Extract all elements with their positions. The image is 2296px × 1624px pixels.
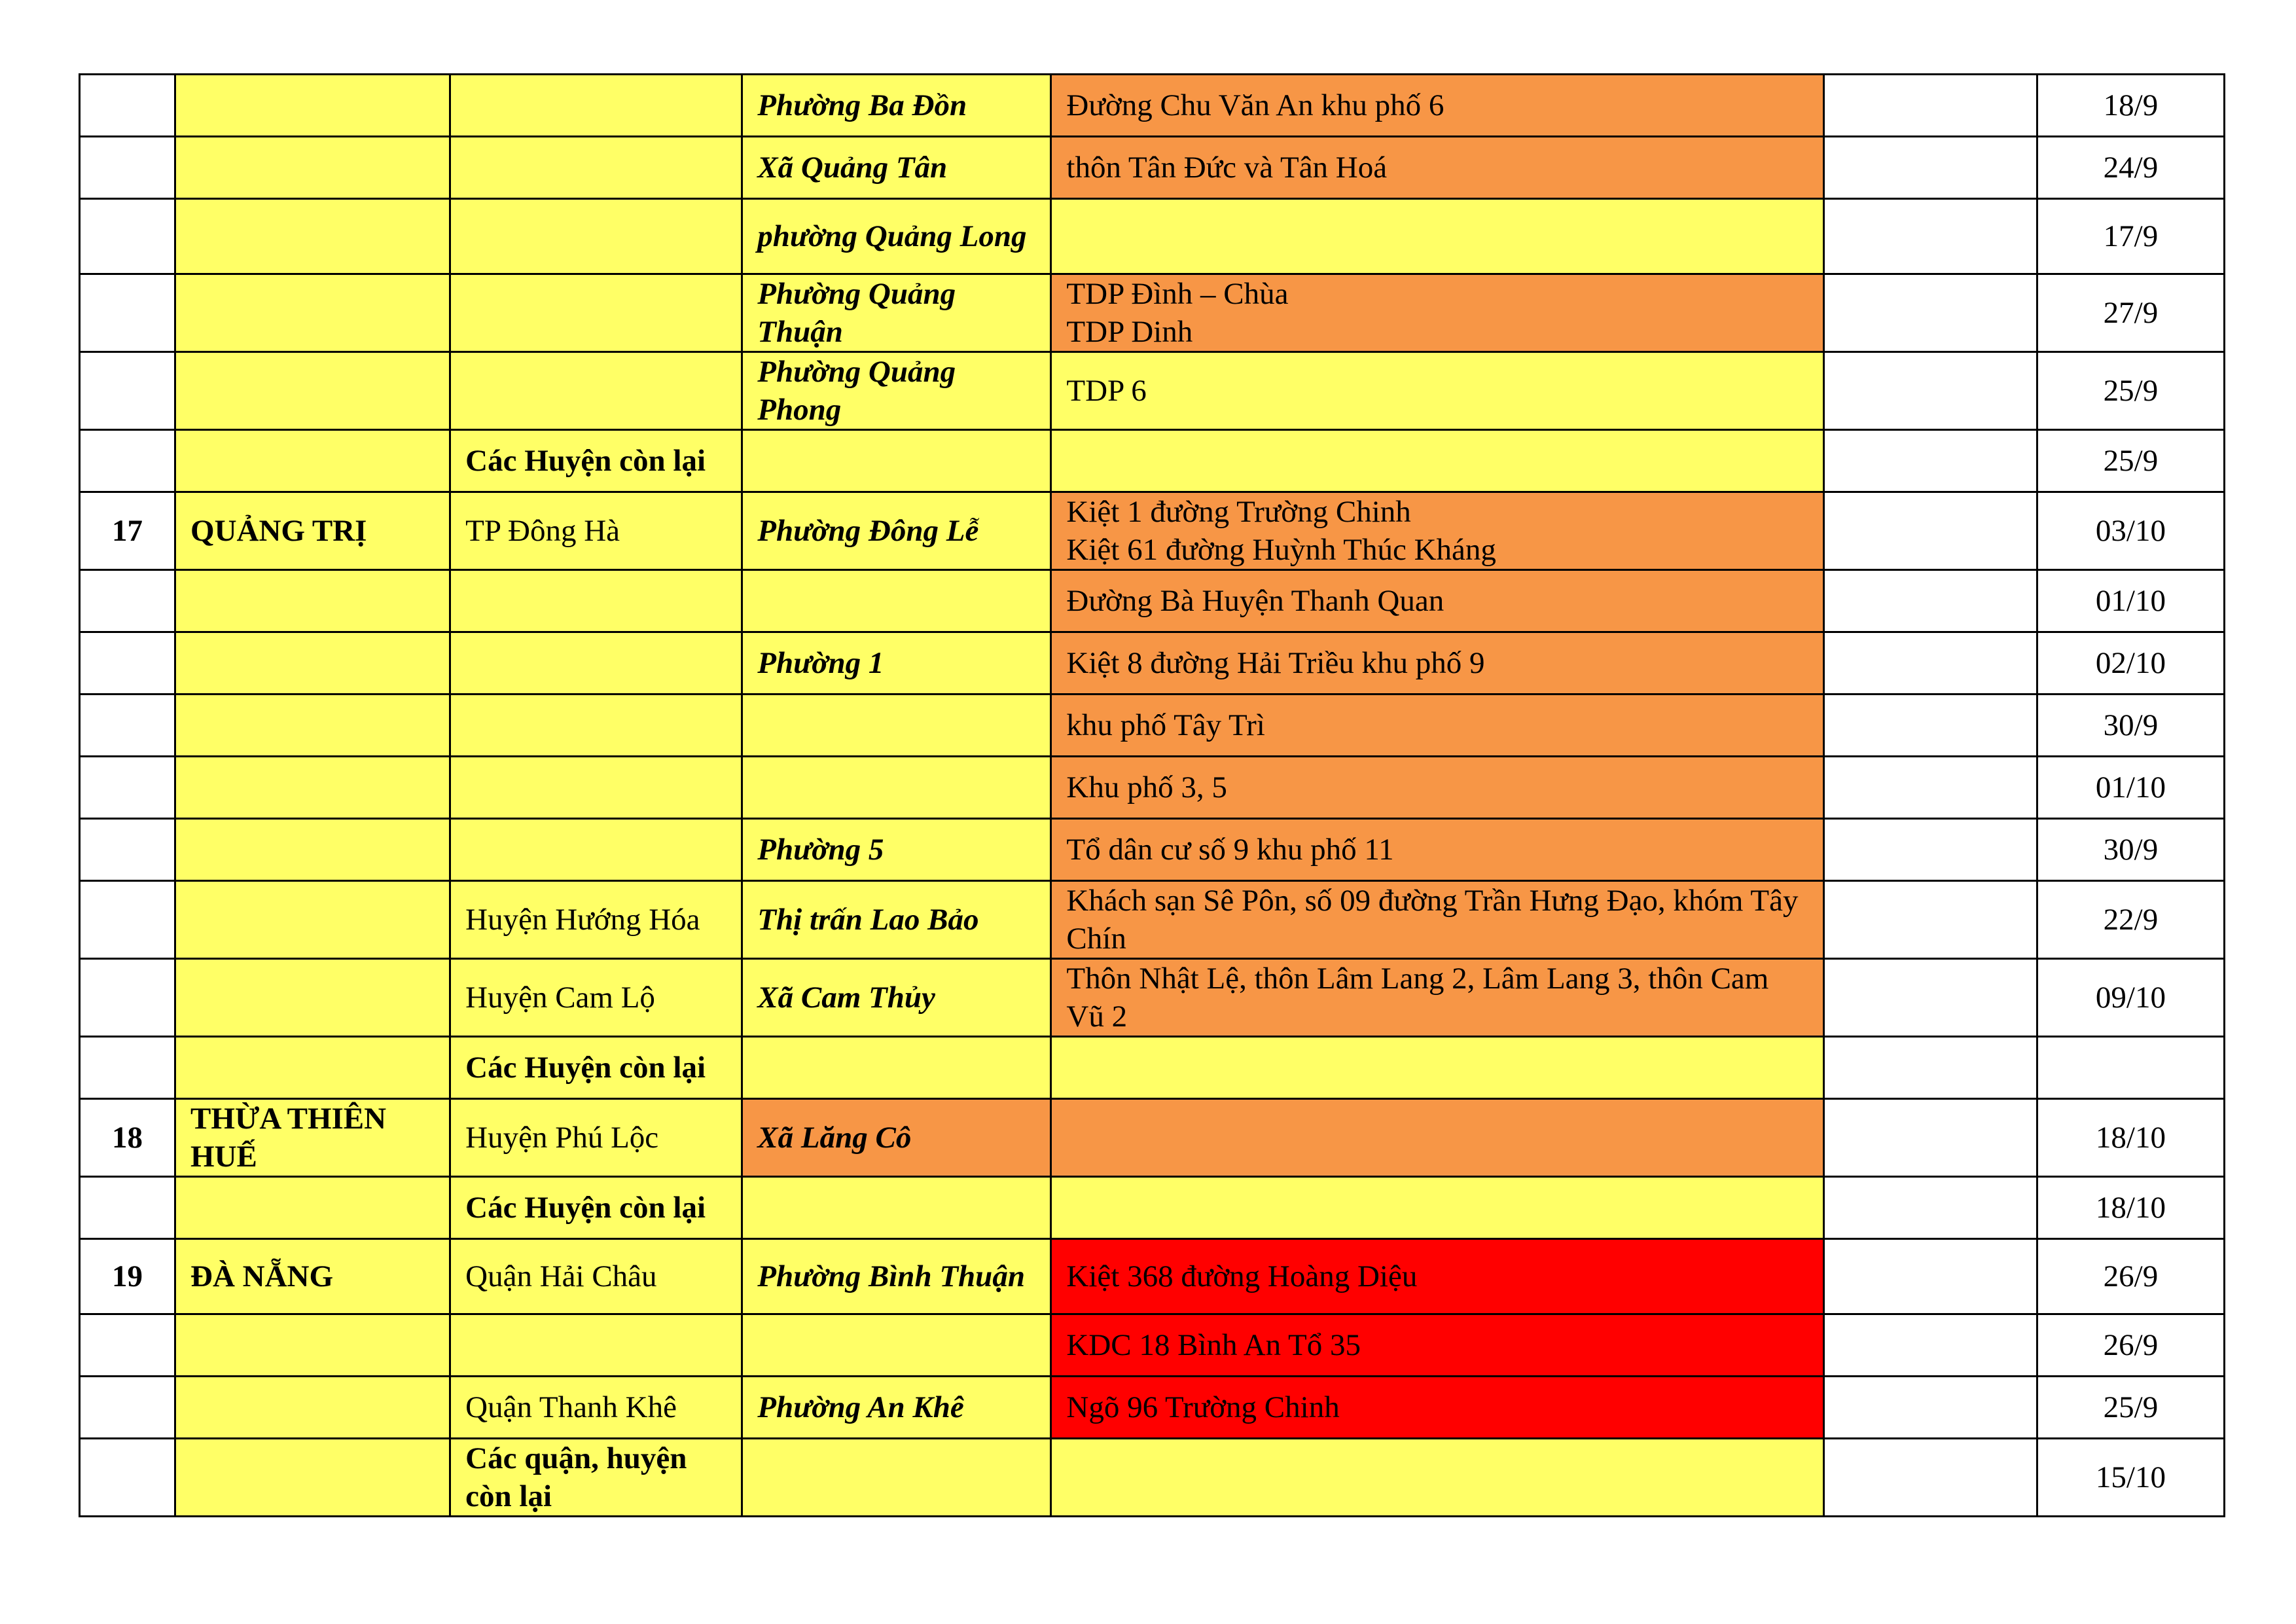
stt-cell — [80, 1177, 175, 1239]
province-cell — [175, 632, 450, 695]
area-cell — [1051, 1314, 1823, 1377]
district-cell — [450, 819, 742, 881]
table-row — [80, 1037, 2225, 1099]
area-line: Kiệt 8 đường Hải Triều khu phố 9 — [1066, 646, 1485, 680]
table-row — [80, 274, 2225, 352]
province-cell — [175, 1314, 450, 1377]
date-cell: 26/9 — [2037, 1239, 2224, 1314]
stt-cell — [80, 819, 175, 881]
note-cell — [1823, 1037, 2037, 1099]
stt-cell — [80, 199, 175, 274]
table-row — [80, 695, 2225, 757]
province-cell — [175, 75, 450, 137]
table-row — [80, 757, 2225, 819]
stt-cell — [80, 1314, 175, 1377]
commune-cell: Phường 1 — [742, 632, 1051, 695]
district-cell — [450, 1314, 742, 1377]
stt-cell — [80, 570, 175, 632]
commune-cell — [742, 570, 1051, 632]
date-cell: 25/9 — [2037, 1377, 2224, 1439]
note-cell — [1823, 757, 2037, 819]
table-row — [80, 1239, 2225, 1314]
note-cell — [1823, 199, 2037, 274]
district-cell — [450, 570, 742, 632]
area-cell — [1051, 819, 1823, 881]
date-cell: 03/10 — [2037, 492, 2224, 570]
area-cell — [1051, 1377, 1823, 1439]
table-row — [80, 1177, 2225, 1239]
stt-cell: 17 — [80, 492, 175, 570]
district-cell: Các Huyện còn lại — [450, 1037, 742, 1099]
zone-table — [79, 73, 2225, 1517]
area-line: khu phố Tây Trì — [1066, 708, 1265, 742]
district-cell — [450, 757, 742, 819]
stt-cell — [80, 1037, 175, 1099]
commune-cell — [742, 757, 1051, 819]
date-cell: 27/9 — [2037, 274, 2224, 352]
table-row — [80, 430, 2225, 492]
stt-cell — [80, 1439, 175, 1517]
note-cell — [1823, 819, 2037, 881]
note-cell — [1823, 137, 2037, 199]
date-cell: 18/10 — [2037, 1099, 2224, 1177]
table-row — [80, 959, 2225, 1037]
note-cell — [1823, 492, 2037, 570]
area-cell — [1051, 274, 1823, 352]
province-cell — [175, 199, 450, 274]
table-row — [80, 1314, 2225, 1377]
note-cell — [1823, 570, 2037, 632]
area-cell — [1051, 695, 1823, 757]
table-row — [80, 1099, 2225, 1177]
stt-cell: 18 — [80, 1099, 175, 1177]
note-cell — [1823, 695, 2037, 757]
province-cell — [175, 570, 450, 632]
area-line: Ngõ 96 Trường Chinh — [1066, 1390, 1340, 1424]
date-cell: 24/9 — [2037, 137, 2224, 199]
area-line: TDP Đình – Chùa — [1066, 277, 1289, 311]
date-cell: 09/10 — [2037, 959, 2224, 1037]
commune-cell — [742, 1037, 1051, 1099]
commune-cell — [742, 430, 1051, 492]
commune-cell: Phường Bình Thuận — [742, 1239, 1051, 1314]
stt-cell — [80, 430, 175, 492]
note-cell — [1823, 632, 2037, 695]
area-line: Kiệt 1 đường Trường Chinh — [1066, 495, 1411, 529]
province-cell — [175, 1177, 450, 1239]
district-cell — [450, 137, 742, 199]
stt-cell — [80, 632, 175, 695]
district-cell — [450, 75, 742, 137]
commune-cell: phường Quảng Long — [742, 199, 1051, 274]
note-cell — [1823, 881, 2037, 959]
date-cell: 25/9 — [2037, 430, 2224, 492]
district-cell — [450, 632, 742, 695]
date-cell: 18/9 — [2037, 75, 2224, 137]
commune-cell — [742, 695, 1051, 757]
district-cell — [450, 199, 742, 274]
area-cell — [1051, 632, 1823, 695]
commune-cell: Phường Quảng Phong — [742, 352, 1051, 430]
table-row — [80, 492, 2225, 570]
table-row — [80, 881, 2225, 959]
province-cell — [175, 137, 450, 199]
province-cell — [175, 757, 450, 819]
stt-cell — [80, 881, 175, 959]
stt-cell — [80, 959, 175, 1037]
district-cell: Các quận, huyện còn lại — [450, 1439, 742, 1517]
area-line: TDP 6 — [1066, 374, 1147, 408]
district-cell: Các Huyện còn lại — [450, 430, 742, 492]
commune-cell — [742, 1314, 1051, 1377]
date-cell: 01/10 — [2037, 757, 2224, 819]
commune-cell: Phường 5 — [742, 819, 1051, 881]
date-cell: 25/9 — [2037, 352, 2224, 430]
note-cell — [1823, 75, 2037, 137]
note-cell — [1823, 1314, 2037, 1377]
district-cell: Các Huyện còn lại — [450, 1177, 742, 1239]
note-cell — [1823, 274, 2037, 352]
area-cell — [1051, 1177, 1823, 1239]
commune-cell: Phường Quảng Thuận — [742, 274, 1051, 352]
commune-cell: Thị trấn Lao Bảo — [742, 881, 1051, 959]
province-cell — [175, 1439, 450, 1517]
area-cell — [1051, 492, 1823, 570]
area-cell — [1051, 1037, 1823, 1099]
area-cell — [1051, 137, 1823, 199]
date-cell: 30/9 — [2037, 819, 2224, 881]
commune-cell: Xã Cam Thủy — [742, 959, 1051, 1037]
area-line: Đường Bà Huyện Thanh Quan — [1066, 584, 1444, 618]
province-cell: THỪA THIÊN HUẾ — [175, 1099, 450, 1177]
area-line: Thôn Nhật Lệ, thôn Lâm Lang 2, Lâm Lang 3, thôn Cam Vũ 2 — [1066, 962, 1769, 1034]
province-cell — [175, 881, 450, 959]
province-cell — [175, 430, 450, 492]
note-cell — [1823, 1239, 2037, 1314]
date-cell — [2037, 1037, 2224, 1099]
district-cell: Huyện Hướng Hóa — [450, 881, 742, 959]
note-cell — [1823, 352, 2037, 430]
date-cell: 18/10 — [2037, 1177, 2224, 1239]
commune-cell: Xã Quảng Tân — [742, 137, 1051, 199]
district-cell: TP Đông Hà — [450, 492, 742, 570]
stt-cell — [80, 75, 175, 137]
date-cell: 26/9 — [2037, 1314, 2224, 1377]
area-line: thôn Tân Đức và Tân Hoá — [1066, 151, 1388, 185]
area-line: Tổ dân cư số 9 khu phố 11 — [1066, 833, 1394, 867]
area-line: Đường Chu Văn An khu phố 6 — [1066, 88, 1444, 122]
province-cell — [175, 695, 450, 757]
area-cell — [1051, 757, 1823, 819]
table-row — [80, 75, 2225, 137]
date-cell: 15/10 — [2037, 1439, 2224, 1517]
date-cell: 01/10 — [2037, 570, 2224, 632]
table-row — [80, 1439, 2225, 1517]
stt-cell — [80, 352, 175, 430]
commune-cell: Xã Lăng Cô — [742, 1099, 1051, 1177]
note-cell — [1823, 430, 2037, 492]
stt-cell: 19 — [80, 1239, 175, 1314]
district-cell: Quận Thanh Khê — [450, 1377, 742, 1439]
area-line: Khu phố 3, 5 — [1066, 770, 1227, 804]
stt-cell — [80, 137, 175, 199]
province-cell: ĐÀ NẴNG — [175, 1239, 450, 1314]
commune-cell — [742, 1177, 1051, 1239]
province-cell: QUẢNG TRỊ — [175, 492, 450, 570]
area-line: Kiệt 368 đường Hoàng Diệu — [1066, 1259, 1418, 1293]
date-cell: 22/9 — [2037, 881, 2224, 959]
stt-cell — [80, 274, 175, 352]
area-cell — [1051, 1099, 1823, 1177]
note-cell — [1823, 959, 2037, 1037]
date-cell: 17/9 — [2037, 199, 2224, 274]
district-cell — [450, 352, 742, 430]
date-cell: 30/9 — [2037, 695, 2224, 757]
area-cell — [1051, 352, 1823, 430]
province-cell — [175, 819, 450, 881]
area-cell — [1051, 75, 1823, 137]
province-cell — [175, 274, 450, 352]
area-line: KDC 18 Bình An Tổ 35 — [1066, 1328, 1361, 1362]
district-cell: Quận Hải Châu — [450, 1239, 742, 1314]
note-cell — [1823, 1099, 2037, 1177]
area-cell — [1051, 430, 1823, 492]
note-cell — [1823, 1177, 2037, 1239]
district-cell — [450, 695, 742, 757]
area-line: TDP Dinh — [1066, 315, 1193, 349]
commune-cell — [742, 1439, 1051, 1517]
date-cell: 02/10 — [2037, 632, 2224, 695]
district-cell — [450, 274, 742, 352]
district-cell: Huyện Phú Lộc — [450, 1099, 742, 1177]
table-row — [80, 137, 2225, 199]
stt-cell — [80, 695, 175, 757]
table-row — [80, 819, 2225, 881]
area-line: Kiệt 61 đường Huỳnh Thúc Kháng — [1066, 533, 1496, 567]
table-row — [80, 199, 2225, 274]
table-row — [80, 632, 2225, 695]
province-cell — [175, 352, 450, 430]
table-row — [80, 352, 2225, 430]
commune-cell: Phường Ba Đồn — [742, 75, 1051, 137]
area-cell — [1051, 959, 1823, 1037]
area-cell — [1051, 570, 1823, 632]
province-cell — [175, 1037, 450, 1099]
area-line: Khách sạn Sê Pôn, số 09 đường Trần Hưng Đạo, khóm Tây Chín — [1066, 884, 1799, 956]
note-cell — [1823, 1377, 2037, 1439]
area-cell — [1051, 1439, 1823, 1517]
area-cell — [1051, 199, 1823, 274]
province-cell — [175, 1377, 450, 1439]
table-row — [80, 570, 2225, 632]
stt-cell — [80, 757, 175, 819]
stt-cell — [80, 1377, 175, 1439]
province-cell — [175, 959, 450, 1037]
table-row — [80, 1377, 2225, 1439]
district-cell: Huyện Cam Lộ — [450, 959, 742, 1037]
commune-cell: Phường An Khê — [742, 1377, 1051, 1439]
area-cell — [1051, 1239, 1823, 1314]
area-cell — [1051, 881, 1823, 959]
commune-cell: Phường Đông Lễ — [742, 492, 1051, 570]
note-cell — [1823, 1439, 2037, 1517]
